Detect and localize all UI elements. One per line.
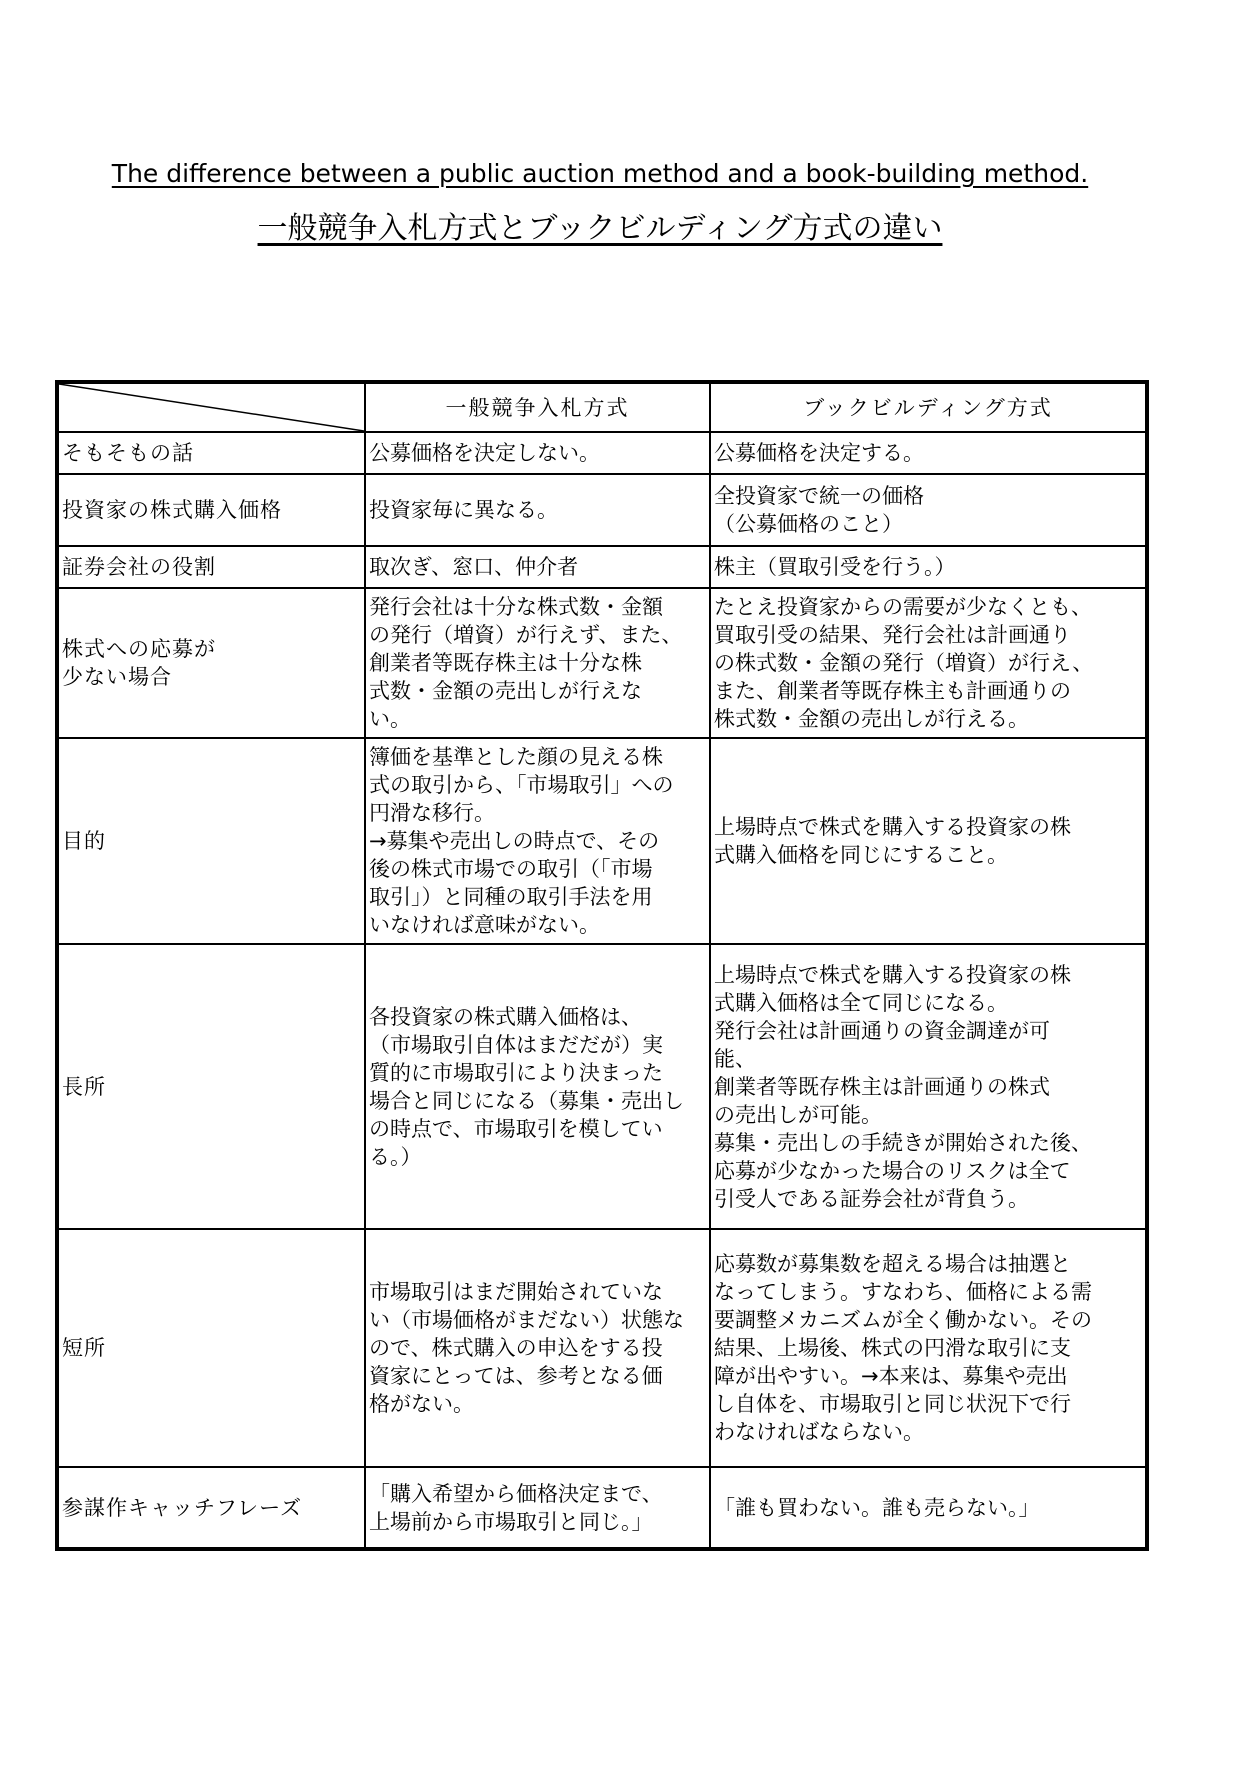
japanese-title: 一般競争入札方式とブックビルディング方式の違い (257, 211, 943, 246)
cell-line: 株式数・金額の売出しが行える。 (714, 707, 1029, 731)
table-row (57, 944, 1147, 1229)
cell-line: 資家にとっては、参考となる価 (369, 1364, 663, 1388)
cell-line: る。） (369, 1144, 422, 1169)
row-label-cell (57, 432, 365, 474)
auction-cell (365, 432, 710, 474)
cell-line: （公募価格のこと） (714, 512, 903, 536)
row-label-cell (57, 546, 365, 588)
table-row (57, 474, 1147, 546)
cell-line: 「購入希望から価格決定まで、 (369, 1481, 663, 1506)
table-row (57, 1229, 1147, 1467)
cell-line: 取次ぎ、窓口、仲介者 (369, 555, 579, 579)
cell-line: 式の取引から、「市場取引」への (369, 773, 674, 797)
cell-line: 各投資家の株式購入価格は、 (369, 1004, 642, 1029)
cell-line: 場合と同じになる（募集・売出し (369, 1088, 684, 1113)
cell-line: 全投資家で統一の価格 (714, 484, 924, 508)
cell-line: 引受人である証券会社が背負う。 (714, 1186, 1029, 1211)
bookbuilding-cell (710, 738, 1147, 944)
cell-line: の時点で、市場取引を模してい (369, 1116, 663, 1141)
cell-line: 発行会社は計画通りの資金調達が可 (714, 1018, 1050, 1043)
cell-line: い。 (369, 707, 411, 731)
cell-line: 創業者等既存株主は十分な株 (369, 651, 642, 675)
cell-line: わなければならない。 (714, 1420, 924, 1444)
cell-line: 市場取引はまだ開始されていな (369, 1280, 663, 1304)
auction-cell (365, 1229, 710, 1467)
auction-cell (365, 1467, 710, 1549)
cell-line: 投資家の株式購入価格 (62, 498, 282, 522)
cell-line: 投資家毎に異なる。 (369, 498, 558, 522)
cell-line: 後の株式市場での取引（「市場 (369, 857, 653, 881)
comparison-table (55, 380, 1149, 1551)
cell-line: し自体を、市場取引と同じ状況下で行 (714, 1392, 1071, 1416)
column-header-bookbuilding: ブックビルディング方式 (710, 382, 1147, 432)
auction-cell (365, 944, 710, 1229)
english-title: The difference between a public auction method and a book-building method. (111, 159, 1089, 188)
cell-line: 証券会社の役割 (62, 555, 216, 579)
cell-line: ので、株式購入の申込をする投 (369, 1336, 663, 1360)
bookbuilding-cell (710, 432, 1147, 474)
bookbuilding-cell (710, 546, 1147, 588)
diagonal-line (59, 384, 364, 431)
row-label-cell (57, 588, 365, 738)
cell-line: 株式への応募が (62, 637, 216, 661)
row-label-cell (57, 1467, 365, 1549)
row-label-cell (57, 738, 365, 944)
bookbuilding-cell (710, 588, 1147, 738)
cell-line: 式購入価格は全て同じになる。 (714, 990, 1008, 1015)
cell-line: の株式数・金額の発行（増資）が行え、 (714, 651, 1094, 675)
cell-line: 株主（買取引受を行う。） (714, 555, 956, 579)
column-header-auction: 一般競争入札方式 (365, 382, 710, 432)
cell-line: 創業者等既存株主は計画通りの株式 (714, 1074, 1050, 1099)
corner-cell (57, 382, 365, 432)
table-row (57, 432, 1147, 474)
cell-line: 応募が少なかった場合のリスクは全て (714, 1158, 1071, 1183)
table-header-row (57, 382, 1147, 432)
cell-line: なってしまう。すなわち、価格による需 (714, 1280, 1092, 1304)
cell-line: →募集や売出しの時点で、その (369, 829, 660, 853)
table-row (57, 1467, 1147, 1549)
auction-cell (365, 738, 710, 944)
cell-line: 上場前から市場取引と同じ。」 (369, 1509, 653, 1534)
cell-line: 上場時点で株式を購入する投資家の株 (714, 962, 1071, 987)
bookbuilding-cell (710, 944, 1147, 1229)
row-label-cell (57, 1229, 365, 1467)
bookbuilding-cell (710, 1229, 1147, 1467)
cell-line: 上場時点で株式を購入する投資家の株 (714, 815, 1071, 839)
cell-line: 要調整メカニズムが全く働かない。その (714, 1308, 1092, 1332)
cell-line: 募集・売出しの手続きが開始された後、 (714, 1130, 1092, 1155)
table-row (57, 738, 1147, 944)
cell-line: 公募価格を決定する。 (714, 441, 924, 465)
cell-line: たとえ投資家からの需要が少なくとも、 (714, 595, 1092, 619)
cell-line: の売出しが可能。 (714, 1102, 882, 1127)
cell-line: 取引」）と同種の取引手法を用 (369, 885, 653, 909)
cell-line: （市場取引自体はまだだが）実 (369, 1032, 663, 1057)
cell-line: また、創業者等既存株主も計画通りの (714, 679, 1071, 703)
cell-line: 円滑な移行。 (369, 801, 495, 825)
cell-line: 参謀作キャッチフレーズ (62, 1495, 303, 1520)
cell-line: の発行（増資）が行えず、また、 (369, 623, 683, 647)
cell-line: 長所 (62, 1074, 106, 1099)
cell-line: 質的に市場取引により決まった (369, 1060, 663, 1085)
cell-line: 短所 (62, 1336, 106, 1360)
table-row (57, 546, 1147, 588)
cell-line: 能、 (714, 1046, 756, 1071)
cell-line: い（市場価格がまだない）状態な (369, 1308, 684, 1332)
bookbuilding-cell (710, 474, 1147, 546)
cell-line: 簿価を基準とした顔の見える株 (369, 745, 663, 769)
cell-line: そもそもの話 (62, 441, 194, 465)
auction-cell (365, 474, 710, 546)
cell-line: 目的 (62, 829, 106, 853)
bookbuilding-cell (710, 1467, 1147, 1549)
cell-line: 式数・金額の売出しが行えな (369, 679, 642, 703)
cell-line: 発行会社は十分な株式数・金額 (369, 595, 663, 619)
cell-line: 式購入価格を同じにすること。 (714, 843, 1008, 867)
cell-line: いなければ意味がない。 (369, 913, 600, 937)
table-row (57, 588, 1147, 738)
cell-line: 障が出やすい。→本来は、募集や売出 (714, 1364, 1068, 1388)
cell-line: 公募価格を決定しない。 (369, 441, 600, 465)
row-label-cell (57, 944, 365, 1229)
cell-line: 「誰も買わない。誰も売らない。」 (714, 1495, 1040, 1520)
auction-cell (365, 546, 710, 588)
row-label-cell (57, 474, 365, 546)
cell-line: 格がない。 (369, 1392, 474, 1416)
cell-line: 結果、上場後、株式の円滑な取引に支 (714, 1336, 1071, 1360)
auction-cell (365, 588, 710, 738)
cell-line: 応募数が募集数を超える場合は抽選と (714, 1252, 1071, 1276)
cell-line: 買取引受の結果、発行会社は計画通り (714, 623, 1071, 647)
cell-line: 少ない場合 (62, 665, 172, 689)
